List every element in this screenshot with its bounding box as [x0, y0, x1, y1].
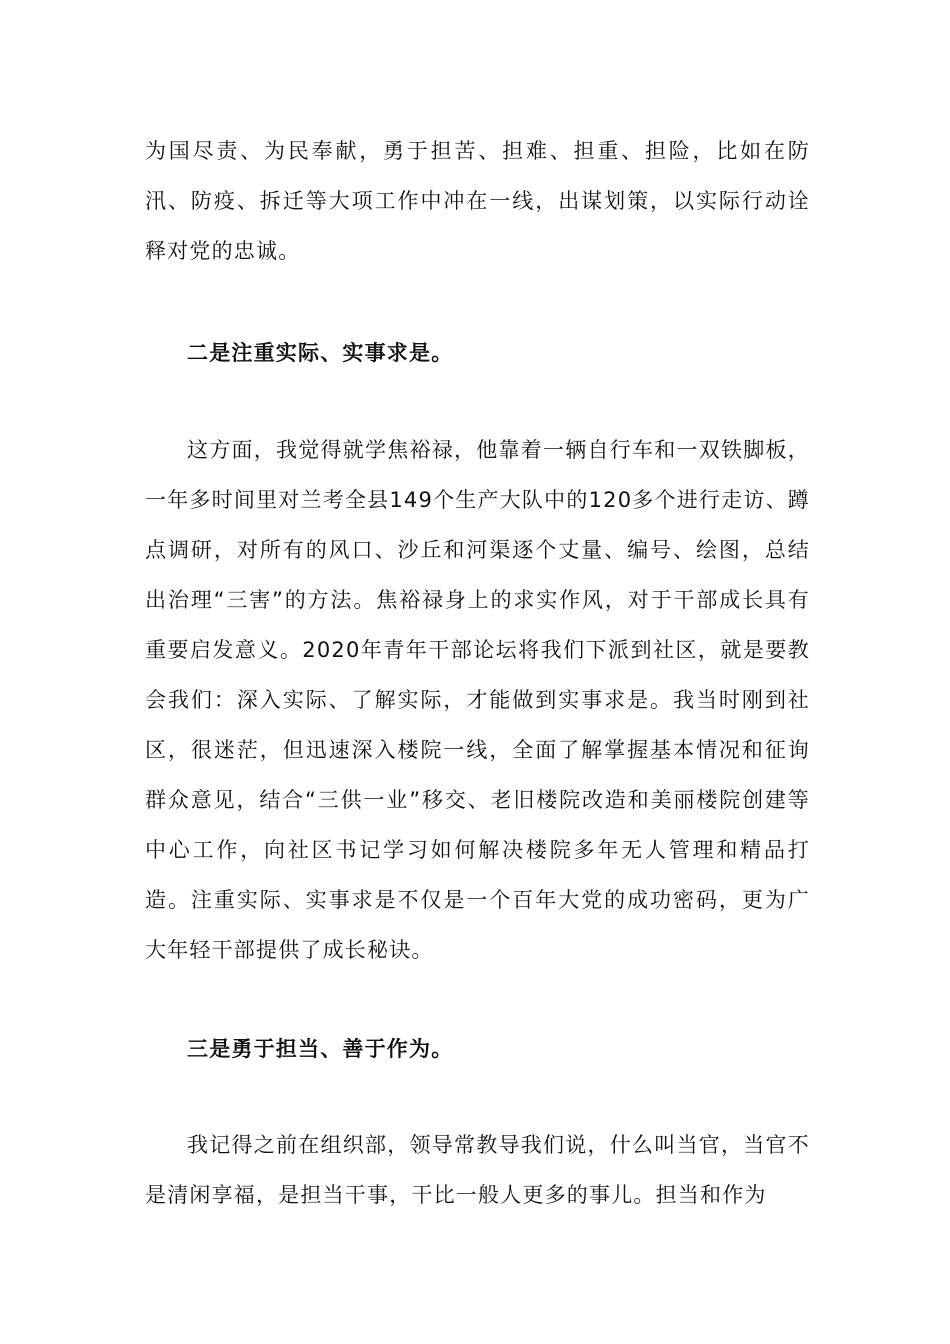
section-heading-3: 三是勇于担当、善于作为。 [187, 1037, 454, 1061]
section-heading-2: 二是注重实际、实事求是。 [187, 341, 454, 365]
paragraph-3: 我记得之前在组织部，领导常教导我们说，什么叫当官，当官不是清闲享福，是担当干事，干比一般人更多的事儿。担当和作为 [145, 1133, 810, 1207]
paragraph-2: 这方面，我觉得就学焦裕禄，他靠着一辆自行车和一双铁脚板，一年多时间里对兰考全县149个生产大队中的120多个进行走访、蹲点调研，对所有的风口、沙丘和河渠逐个丈量、编号、绘图，总结出治理“三害”的方法。焦裕禄身上的求实作风，对于干部成长具有重要启发意义。2020年青年干部论坛将我们下派到社区，就是要教会我们：深入实际、了解实际，才能做到实事求是。我当时刚到社区，很迷茫，但迅速深入楼院一线，全面了解掌握基本情况和征询群众意见，结合“三供一业”移交、老旧楼院改造和美丽楼院创建等中心工作，向社区书记学习如何解决楼院多年无人管理和精品打造。注重实际、实事求是不仅是一个百年大党的成功密码，更为广大年轻干部提供了成长秘诀。 [145, 438, 810, 962]
paragraph-continued: 为国尽责、为民奉献，勇于担苦、担难、担重、担险，比如在防汛、防疫、拆迁等大项工作中冲在一线，出谋划策，以实际行动诠释对党的忠诚。 [145, 139, 810, 263]
